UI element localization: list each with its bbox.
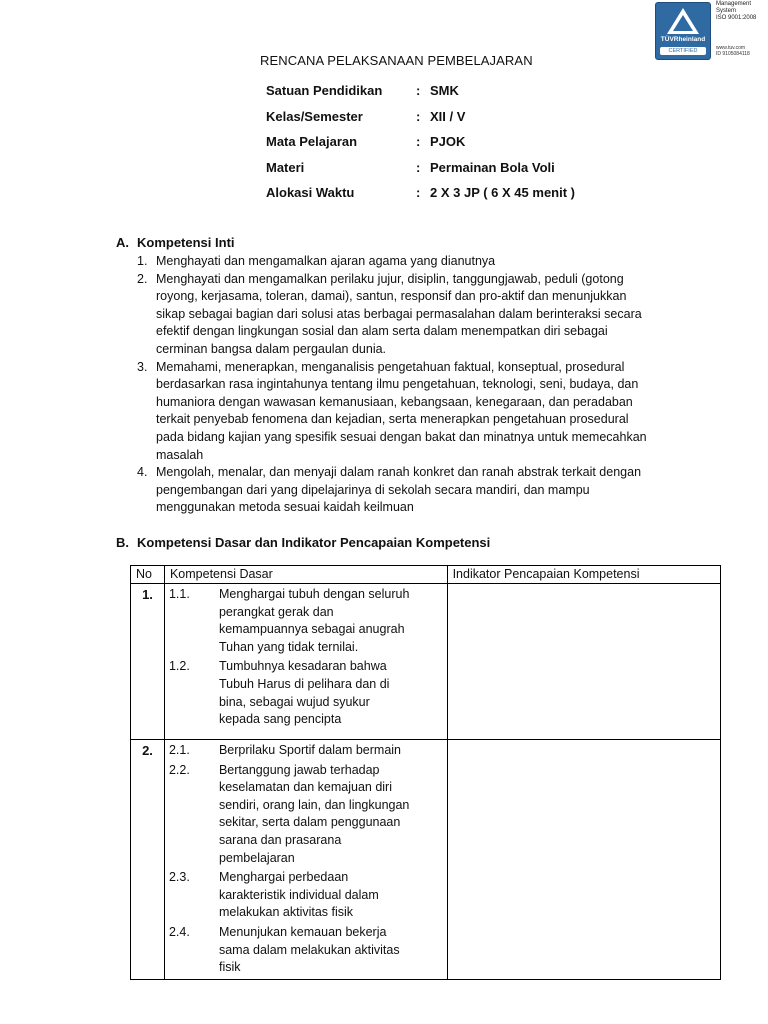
meta-value: PJOK [430,134,466,149]
meta-key: Kelas/Semester [266,108,363,124]
badge-text: Management System ISO 9001:2008 [716,1,757,21]
ki-number: 2. [137,271,148,286]
document-title: RENCANA PELAKSANAAN PEMBELAJARAN [260,53,533,68]
ki-item [137,253,737,271]
kd-line: keselamatan dan kemajuan diri [218,780,392,795]
ki-line: menggunakan metoda sesuai kaidah keilmuan [156,500,414,515]
badge-brand: TÜVRheinland [660,36,706,43]
ki-number: 1. [137,254,148,268]
badge-footer: www.tuv.com ID 9105084118 [716,45,750,57]
ki-line: terkait penyebab fenomena dan kejadian, serta menerapkan pengetahuan prosedural [156,412,629,427]
header-no: No [131,566,165,584]
kd-cell [164,740,447,980]
header-kd: Kompetensi Dasar [164,566,447,584]
ki-line: efektif dengan lingkungan sosial dan alam serta dalam menempatkan diri sebagai [156,324,608,339]
kd-line: kepada sang pencipta [218,712,342,727]
kd-line: melakukan aktivitas fisik [218,905,354,920]
competency-table [130,565,721,980]
ki-item [137,359,737,465]
kompetensi-inti-list [137,253,737,517]
meta-value: 2 X 3 JP ( 6 X 45 menit ) [430,185,575,200]
ki-line: pada bidang kajian yang spesifik sesuai dengan bakat dan minatnya untuk memecahkan [156,429,647,444]
ki-line: Memahami, menerapkan, menganalisis pengetahuan faktual, konseptual, prosedural [156,359,625,374]
tuv-logo [655,2,711,60]
kd-line: bina, sebagai wujud syukur [218,694,370,709]
ki-line: pengembangan dari yang dipelajarinya di sekolah secara mandiri, dan mampu [156,482,590,497]
kd-line: Menghargai tubuh dengan seluruh [218,587,410,601]
kd-item [169,869,443,922]
kd-item [169,586,443,656]
kd-item [169,924,443,977]
kd-code: 2.2. [168,762,190,777]
header-ipk: Indikator Pencapaian Kompetensi [447,566,720,584]
ki-line: humaniora dengan wawasan kemanusiaan, kebangsaan, kenegaraan, dan peradaban [156,394,633,409]
ki-line: Menghayati dan mengamalkan ajaran agama yang dianutnya [156,254,496,268]
kd-code: 2.1. [168,743,190,757]
meta-value: Permainan Bola Voli [430,159,555,175]
row-number: 2. [131,740,165,980]
ki-item [137,271,737,359]
ki-number: 4. [137,465,148,480]
tuv-triangle-icon [665,6,701,36]
badge-certified: CERTIFIED [660,47,706,55]
table-row [131,740,721,980]
kd-code: 2.4. [168,924,190,939]
kd-code: 2.3. [168,870,190,885]
meta-key: Alokasi Waktu [266,185,355,200]
kd-code: 1.1. [168,587,190,601]
kd-line: Bertanggung jawab terhadap [218,762,380,777]
kd-line: fisik [218,960,241,975]
kd-line: sarana dan prasarana [218,832,342,847]
kd-line: Berprilaku Sportif dalam bermain [218,743,401,757]
kd-code: 1.2. [168,659,190,674]
meta-value: SMK [430,83,459,98]
kd-line: Menghargai perbedaan [218,870,349,885]
ki-line: cerminan bangsa dalam pergaulan dunia. [156,341,387,356]
kd-line: Tubuh Harus di pelihara dan di [218,676,390,691]
kd-line: Tuhan yang tidak ternilai. [218,639,359,654]
kd-item [169,742,443,760]
kd-line: Tumbuhnya kesadaran bahwa [218,659,387,674]
kd-line: pembelajaran [218,850,295,865]
table-row [131,584,721,740]
kd-line: sama dalam melakukan aktivitas [218,942,400,957]
kd-line: kemampuannya sebagai anugrah [218,622,405,637]
kd-cell [164,584,447,740]
meta-key: Satuan Pendidikan [266,83,383,98]
ki-line: Menghayati dan mengamalkan perilaku jujur, disiplin, tanggungjawab, peduli (gotong [156,271,624,286]
kd-line: karakteristik individual dalam [218,887,379,902]
ki-line: sikap sebagai bagian dari solusi atas berbagai permasalahan dalam berinteraksi secara [156,306,642,321]
meta-key: Materi [266,159,305,175]
meta-key: Mata Pelajaran [266,134,358,149]
ki-line: royong, kerjasama, toleran, damai), santun, responsif dan pro-aktif dan menunjukkan [156,289,627,304]
ki-number: 3. [137,359,148,374]
kd-item [169,658,443,728]
kd-line: sekitar, serta dalam penggunaan [218,815,401,830]
kd-item [169,762,443,868]
ki-item [137,464,737,517]
indicator-cell [447,584,720,740]
kd-line: Menunjukan kemauan bekerja [218,924,387,939]
certification-badge [654,0,768,62]
ki-line: masalah [156,447,204,462]
indicator-cell [447,740,720,980]
kd-line: sendiri, orang lain, dan lingkungan [218,797,410,812]
ki-line: Mengolah, menalar, dan menyaji dalam ranah konkret dan ranah abstrak terkait dengan [156,465,642,480]
kd-line: perangkat gerak dan [218,604,334,619]
meta-value: XII / V [430,108,466,124]
row-number: 1. [131,584,165,740]
ki-line: berdasarkan rasa ingintahunya tentang ilmu pengetahuan, teknologi, seni, budaya, dan [156,377,639,392]
table-header-row [131,566,721,584]
